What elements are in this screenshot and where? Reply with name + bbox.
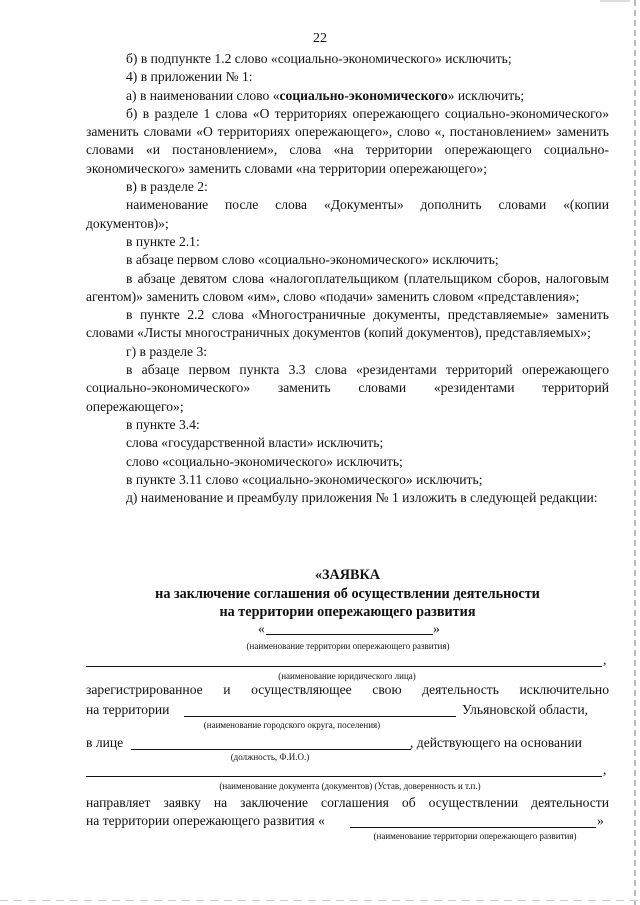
document-line bbox=[86, 776, 602, 777]
paragraph: в пункте 3.11 слово «социально-экономического» исключить; bbox=[126, 471, 483, 487]
scan-edge-top bbox=[600, 0, 630, 2]
paragraph: б) в подпункте 1.2 слово «социально-экономического» исключить; bbox=[126, 51, 512, 66]
scan-edge-right bbox=[634, 0, 636, 905]
region-label: Ульяновской области, bbox=[462, 702, 588, 717]
paragraph: в абзаце девятом слова «налогоплательщиком (плательщиком сборов, налоговым агентом)» заменить словом «им», слово «подачи» заменить словом «представления»; bbox=[86, 270, 609, 304]
comma: , bbox=[603, 762, 607, 777]
paragraph: слова «государственной власти» исключить; bbox=[126, 435, 384, 451]
acting-label: , действующего на основании bbox=[410, 735, 582, 750]
quote-close: » bbox=[433, 621, 440, 636]
form-subtitle: на территории опережающего развития bbox=[219, 604, 476, 620]
paragraph: в абзаце первом слово «социально-экономического» исключить; bbox=[126, 252, 499, 268]
paragraph bbox=[86, 87, 609, 105]
in-person-label: в лице bbox=[86, 735, 124, 750]
paragraph: в) в разделе 2: bbox=[126, 179, 208, 195]
form-subtitle: на заключение соглашения об осуществлении деятельности bbox=[155, 586, 540, 602]
quote-close-2: » bbox=[597, 813, 604, 828]
caption-city: (наименование городского округа, поселения) bbox=[203, 720, 381, 730]
territory-name-line-2 bbox=[350, 827, 596, 828]
paragraph: в пункте 3.4: bbox=[126, 416, 200, 432]
paragraph: в пункте 2.2 слова «Многостраничные документы, представляемые» заменить словами «Листы многостраничных документов (копий документов), представляемых»; bbox=[86, 307, 609, 341]
sends-line: направляет заявку на заключение соглашения об осуществлении деятельности bbox=[86, 795, 609, 810]
caption-position: (должность, Ф.И.О.) bbox=[230, 752, 310, 762]
paragraph: слово «социально-экономического» исключить; bbox=[126, 453, 403, 469]
paragraph: наименование после слова «Документы» дополнить словами «(копии документов)»; bbox=[86, 197, 609, 231]
scan-edge-bottom bbox=[0, 900, 640, 901]
quote-open: « bbox=[258, 621, 265, 636]
paragraph: в пункте 2.1: bbox=[126, 233, 200, 249]
on-territory-2-label: на территории опережающего развития « bbox=[86, 813, 325, 828]
city-line bbox=[184, 716, 456, 717]
text-part: » исключить; bbox=[447, 87, 525, 103]
paragraph: в абзаце первом пункта 3.3 слова «резидентами территорий опережающего социально-экономического» заменить словами «резидентами территорий опережающего»; bbox=[86, 362, 609, 414]
caption-territory: (наименование территории опережающего развития) bbox=[246, 641, 450, 651]
paragraph: г) в разделе 3: bbox=[126, 343, 208, 359]
caption-legal-entity: (наименование юридического лица) bbox=[278, 671, 416, 681]
caption-territory-2: (наименование территории опережающего развития) bbox=[373, 831, 577, 841]
document-body bbox=[86, 50, 609, 507]
bold-text: социально-экономического bbox=[279, 87, 448, 103]
page-number: 22 bbox=[313, 31, 327, 46]
caption-document: (наименование документа (документов) (Устав, доверенность и т.п.) bbox=[219, 781, 481, 791]
comma: , bbox=[603, 652, 607, 667]
form-title: «ЗАЯВКА bbox=[314, 567, 381, 583]
paragraph: 4) в приложении № 1: bbox=[126, 69, 253, 85]
paragraph: д) наименование и преамбулу приложения № 1 изложить в следующей редакции: bbox=[126, 490, 598, 506]
position-line bbox=[131, 749, 411, 750]
text-part: а) в наименовании слово « bbox=[126, 87, 280, 103]
on-territory-label: на территории bbox=[86, 702, 170, 717]
legal-entity-line bbox=[86, 666, 602, 667]
territory-name-line bbox=[266, 634, 433, 635]
paragraph: б) в разделе 1 слова «О территориях опережающего социально-экономического» заменить словами «О территориях опережающего», слово «, постановлением» заменить словами «и постановлением», слова «на территории опережающего социально-экономического» заменить словами «на территории опережающего»; bbox=[86, 105, 609, 176]
registered-line: зарегистрированное и осуществляющее свою деятельность исключительно bbox=[86, 682, 609, 697]
